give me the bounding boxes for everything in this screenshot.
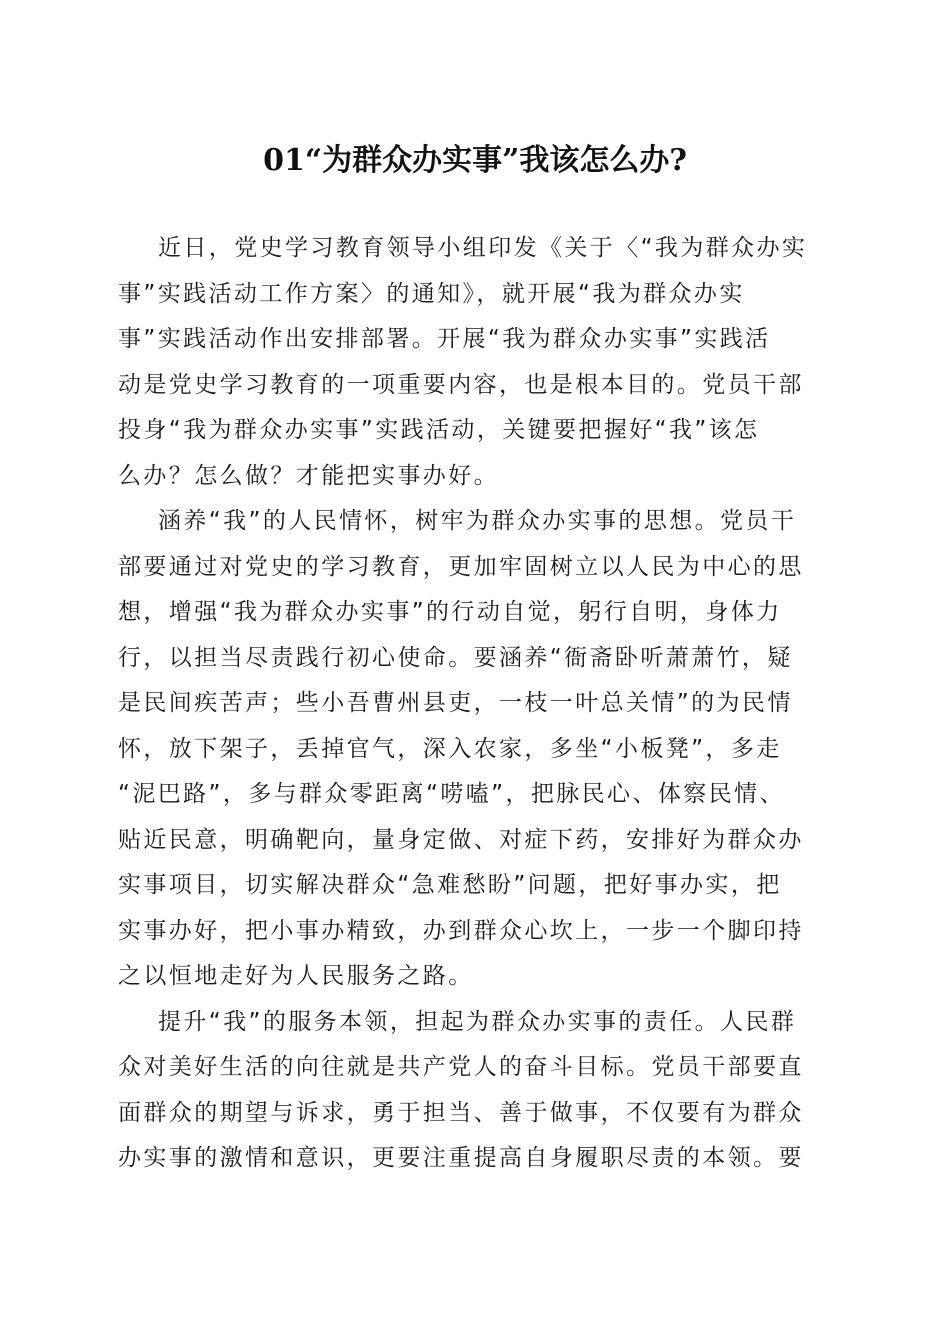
document-body <box>118 226 830 1182</box>
paragraph-2-line: 涵养“我”的人民情怀，树牢为群众办实事的思想。党员干 <box>158 508 797 534</box>
paragraph-1-line: 动是党史学习教育的一项重要内容，也是根本目的。党员干部 <box>118 371 804 398</box>
paragraph-2-line: 行，以担当尽责践行初心使命。要涵养“衙斋卧听萧萧竹，疑 <box>118 644 793 671</box>
paragraph-3-line: 面群众的期望与诉求，勇于担当、善于做事，不仅要有为群众 <box>118 1099 804 1126</box>
paragraph-2-line: 是民间疾苦声；些小吾曹州县吏，一枝一叶总关情”的为民情 <box>118 690 793 716</box>
paragraph-2-line: 实事办好，把小事办精致，办到群众心坎上，一步一个脚印持 <box>118 917 804 944</box>
paragraph-2-line: “泥巴路”，多与群众零距离“唠嗑”，把脉民心、体察民情、 <box>118 781 785 807</box>
paragraph-1-line: 事”实践活动工作方案〉的通知》，就开展“我为群众办实 <box>118 280 745 307</box>
paragraph-3-line: 众对美好生活的向往就是共产党人的奋斗目标。党员干部要直 <box>118 1054 804 1080</box>
paragraph-2-line: 想，增强“我为群众办实事”的行动自觉，躬行自明，身体力 <box>118 599 782 625</box>
paragraph-2-line: 之以恒地走好为人民服务之路。 <box>118 963 474 989</box>
paragraph-3-line: 提升“我”的服务本领，担起为群众办实事的责任。人民群 <box>158 1008 797 1035</box>
paragraph-3-line: 办实事的激情和意识，更要注重提高自身履职尽责的本领。要 <box>118 1145 804 1171</box>
paragraph-2-line: 部要通过对党史的学习教育，更加牢固树立以人民为中心的思 <box>118 553 804 580</box>
page-title: 01“为群众办实事”我该怎么办? <box>263 143 687 178</box>
paragraph-1-line: 近日，党史学习教育领导小组印发《关于〈“我为群众办实 <box>158 235 808 261</box>
paragraph-2-line: 怀，放下架子，丢掉官气，深入农家，多坐“小板凳”，多走 <box>118 735 782 762</box>
paragraph-2-line: 实事项目，切实解决群众“急难愁盼”问题，把好事办实，把 <box>118 872 782 898</box>
paragraph-1-line: 么办？怎么做？才能把实事办好。 <box>118 462 499 489</box>
paragraph-1-line: 事”实践活动作出安排部署。开展“我为群众办实事”实践活 <box>118 326 771 352</box>
paragraph-1-line: 投身“我为群众办实事”实践活动，关键要把握好“我”该怎 <box>118 417 760 443</box>
paragraph-2-line: 贴近民意，明确靶向，量身定做、对症下药，安排好为群众办 <box>118 826 804 853</box>
